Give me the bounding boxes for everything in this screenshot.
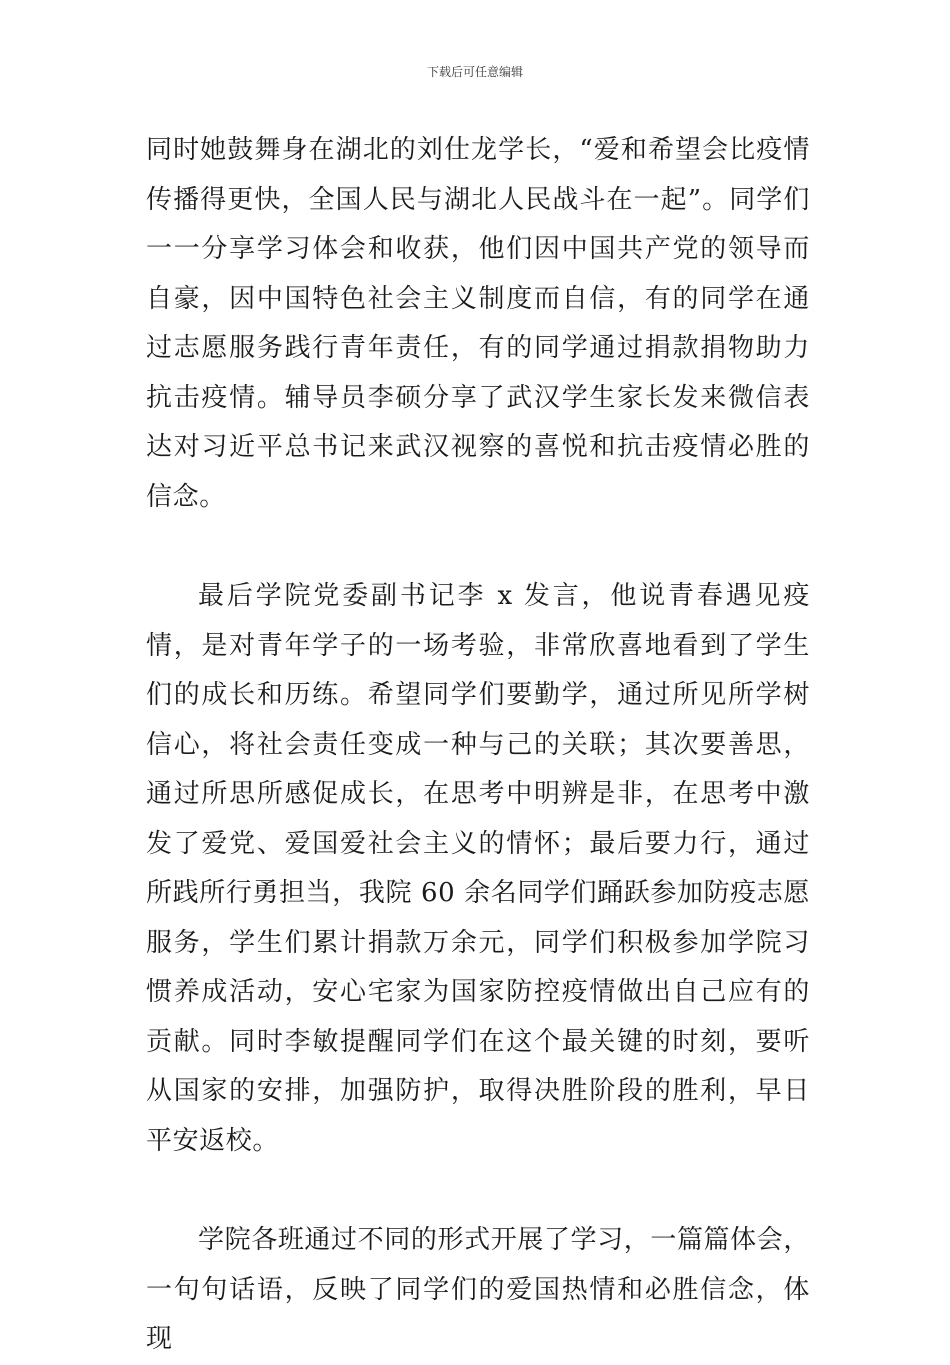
document-body bbox=[146, 126, 810, 1365]
page-header: 下载后可任意编辑 bbox=[426, 65, 523, 79]
paragraph-2: 最后学院党委副书记李 x 发言，他说青春遇见疫情，是对青年学子的一场考验，非常欣喜地看到了学生们的成长和历练。希望同学们要勤学，通过所见所学树信心，将社会责任变成一种与己的关联；其次要善思，通过所思所感促成长，在思考中明辨是非，在思考中激发了爱党、爱国爱社会主义的情怀；最后要力行，通过所践所行勇担当，我院 60 余名同学们踊跃参加防疫志愿服务，学生们累计捐款万余元，同学们积极参加学院习惯养成活动，安心宅家为国家防控疫情做出自己应有的贡献。同时李敏提醒同学们在这个最关键的时刻，要听从国家的安排，加强防护，取得决胜阶段的胜利，早日平安返校。 bbox=[146, 581, 810, 1156]
paragraph-3: 学院各班通过不同的形式开展了学习，一篇篇体会，一句句话语，反映了同学们的爱国热情和必胜信念，体现 bbox=[146, 1225, 810, 1354]
paragraph-1: 同时她鼓舞身在湖北的刘仕龙学长，“爱和希望会比疫情传播得更快，全国人民与湖北人民战斗在一起”。同学们一一分享学习体会和收获，他们因中国共产党的领导而自豪，因中国特色社会主义制度而自信，有的同学在通过志愿服务践行青年责任，有的同学通过捐款捐物助力抗击疫情。辅导员李硕分享了武汉学生家长发来微信表达对习近平总书记来武汉视察的喜悦和抗击疫情必胜的信念。 bbox=[146, 135, 810, 512]
paragraph-gap bbox=[146, 522, 810, 572]
paragraph-gap bbox=[146, 1166, 810, 1216]
